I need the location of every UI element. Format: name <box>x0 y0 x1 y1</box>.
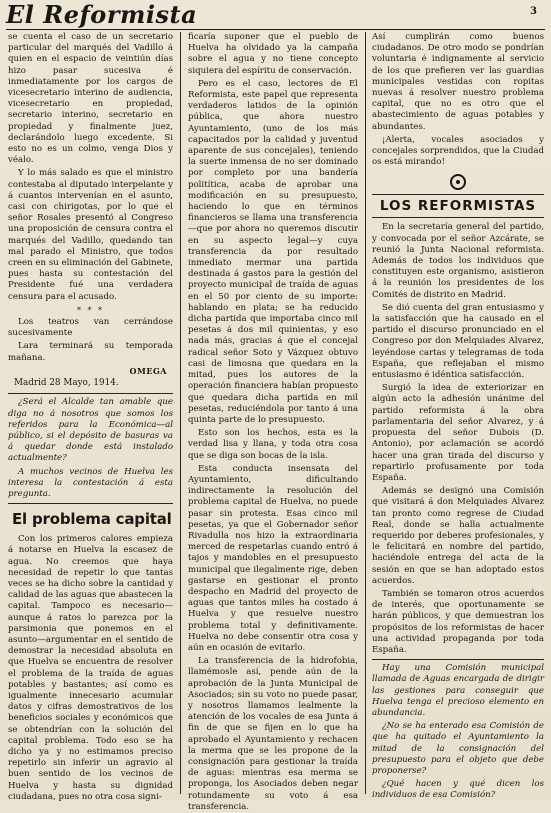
section-stars: * * * <box>76 305 105 315</box>
column-2 <box>188 32 358 812</box>
article-heading: LOS REFORMISTAS <box>372 194 544 218</box>
author-signature: OMEGA <box>129 365 167 376</box>
article-paragraph: Se dió cuenta del gran entusiasmo y la satisfacción que ha causado en el partido el discurso pronunciado en el Congreso por don Melquiades Alvarez, leyéndose cartas y telegramas de toda España, que reflejaban el mismo entusiasmo é idéntica satisfacción. <box>372 302 544 381</box>
question-paragraph: ¿No se ha enterado esa Comisión de que ha quitado el Ayuntamiento la mitad de la consignación del presupuesto para el objeto que debe proponerse? <box>372 721 544 776</box>
article-paragraph: Esto son los hechos, esta es la verdad lisa y llana, y toda otra cosa que se diga son bocas de la isla. <box>188 428 358 461</box>
column-1 <box>8 32 173 800</box>
article-paragraph: Y lo más salado es que el ministro contestaba al diputado interpelante y á cuantos intervenían en el asunto, casi con chirigotas, por lo que el señor Rosales presentó al Congreso una proposición de censura contra el marqués del Vadillo, quedando tan mal parado el Ministro, que todos creen en su eliminación del Gabinete, pues hasta su contestación del Presidente fué una verdadera censura para el acusado. <box>8 168 173 302</box>
article-heading: El problema capital <box>12 510 172 529</box>
question-paragraph: A muchos vecinos de Huelva les interesa la contestación á esta pregunta. <box>8 466 173 499</box>
article-paragraph: La transferencia de la hidrofobia, llamémosle así, pende aún de la aprobación de la Junta Municipal de Asociados; sin su voto no puede pasar, y nosotros llamamos lealmente la atención de los vocales de esa Junta á fin de que se fijen en lo que ha aprobado el Ayuntamiento y rechacen la merma que se les propone de la consignación para gestionar la traída de aguas: mientras esa merma se proponga, los Asociados deben negar rotundamente su voto á esa transferencia. <box>188 656 358 812</box>
column-3 <box>372 32 544 800</box>
header-rule <box>6 29 545 30</box>
article-paragraph: ficaría suponer que el pueblo de Huelva ha olvidado ya la campaña sobre el agua y no tiene concepto siquiera del espíritu de conservación. <box>188 32 358 76</box>
masthead <box>6 2 197 28</box>
article-paragraph: Lara terminará su temporada mañana. <box>8 341 173 363</box>
ornament-icon <box>450 174 466 190</box>
article-paragraph: Así cumplirán como buenos ciudadanos. De otro modo se pondrían voluntaria é indignamente al servicio de los que prefieren ver las guardias municipales vestidas con ropitas nuevas á resolver nuestro problema capital, que no es otro que el abastecimiento de aguas potables y abundantes. <box>372 32 544 132</box>
divider <box>8 503 173 504</box>
article-paragraph: Los teatros van cerrándose sucesivamente <box>8 317 173 339</box>
article-paragraph: se cuenta el caso de un secretario particular del marqués del Vadillo á quien en el espacio de veintiún días hizo pasar sucesiva é inmediatamente por los cargos de vicesecretario interino de audiencia, vicesecretario en propiedad, secretario interino, secretario en propiedad y finalmente juez, declarándolo luego excedente. Si esto no es un colmo, venga Dios y véalo. <box>8 32 173 166</box>
page-number: 3 <box>530 6 537 17</box>
article-paragraph: Pero es el caso, lectores de El Reformista, este papel que representa verdaderos latidos de la opinión pública, que ahora nuestro Ayuntamiento, (uno de los más capacitados por la calidad y juventud aparente de sus concejales), teniendo la suerte inmensa de no ser dominado por completo por una bandería politítica, acaba de aprobar una modificación en su presupuesto, haciendo lo que en términos financieros se llama una transferencia—que por ahora no queremos discutir en su aspecto legal—y cuya transferencia da por resultado inmediato mermar una partida destinada á gastos para la gestión del proyecto municipal de traída de aguas en el 50 por ciento de su importe: hablando en plata; se ha reducido dicha partida que importaba cinco mil pesetas á dos mil quinientas, y eso nada más, gracias á que el concejal radical señor Soto y Vázquez obtuvo casi de limosna que quedara en la mitad, pues los autores de la operación financiera habían propuesto que quedara dicha partida en mil pesetas, reduciéndola por tanto á una quinta parte de lo presupuesto. <box>188 78 358 425</box>
article-paragraph: ¡Alerta, vocales asociados y concejales sorprendidos, que la Ciudad os está mirando! <box>372 134 544 168</box>
column-divider-2 <box>365 32 366 794</box>
article-paragraph: También se tomaron otros acuerdos de interés, que oportunamente se harán públicos, y que demuestran los propósitos de los reformistas de hacer una actividad propaganda por toda España. <box>372 588 544 655</box>
masthead-logo: El Reformista <box>6 0 198 29</box>
dateline: Madrid 28 Mayo, 1914. <box>14 378 119 389</box>
column-divider-1 <box>180 32 181 794</box>
divider <box>372 659 544 660</box>
article-paragraph: Esta conducta insensata del Ayuntamiento, dificultando indirectamente la resolución del problema capital de Huelva, no puede pasar sin protesta. Esas cinco mil pesetas, ya que el Gobernador señor Rivadulla nos hizo la extraordinaria merced de respetarlas cuando entró á tajos y mandobles en el presupuesto municipal que ilegalmente rige, deben gastarse en gestionar el pronto despacho en Madrid del proyecto de aguas que tantos miles ha costado á Huelva y que resuelve nuestro problema total y definitivamente. Huelva no debe consentir otra cosa y aún en ocasión de evitarlo. <box>188 463 358 653</box>
question-paragraph: Hay una Comisión municipal llamada de Aguas encargada de dirigir las gestiones para conseguir que Huelva tenga el precioso elemento en abundancia. <box>372 663 544 718</box>
article-paragraph: Con los primeros calores empieza á notarse en Huelva la escasez de agua. No creemos que haya necesidad de repetir lo que tantas veces se ha dicho sobre la cantidad y calidad de las aguas que abastecen la capital. Tampoco es necesario—aunque á ratos lo parezca por la parsimonia que ponemos en el asunto—argumentar en el sentido de demostrar la necesidad absoluta en que Huelva se encuentra de resolver el problema de la traída de aguas potables y bastantes; así como es igualmente innecesario acumular datos y cifras demostrativos de los beneficios sociales y económicos que se obtendrían con la solución del capital problema. Todo eso se ha dicho ya y no estimamos preciso repetirlo sin inferir un agravio al buen sentido de los vecinos de Huelva y hasta su dignidad ciudadana, pues no otra cosa signi- <box>8 534 173 802</box>
divider <box>8 393 173 394</box>
article-paragraph: Surgió la idea de exteriorizar en algún acto la adhesión unánime del partido reformista á la obra parlamentaria del señor Alvarez, y á propuesta del señor Dubois (D. Antonio), por aclamación se acordó hacer una gran tirada del discurso y repartirlo profusamente por toda España. <box>372 383 544 483</box>
question-paragraph: ¿Será el Alcalde tan amable que diga no á nosotros que somos los referidos para la Económica—al público, si el depósito de basuras va á quedar donde está instalado actualmente? <box>8 397 173 464</box>
article-paragraph: En la secretaría general del partido, y convocada por el señor Azcárate, se reunió la Junta Nacional reformista. Además de todos los individuos que constituyen este organismo, asistieron á la reunión los presidentes de los Comités de distrito en Madrid. <box>372 222 544 300</box>
question-paragraph: ¿Qué hacen y qué dicen los individuos de esa Comisión? <box>372 779 544 801</box>
article-paragraph: Además se designó una Comisión que visitará á don Melquiades Alvarez tan pronto como regrese de Ciudad Real, donde se halla actualmente requerido por deberes profesionales, y le felicitará en nombre del partido, haciéndole entrega del acta de la sesión en que se han adoptado estos acuerdos. <box>372 486 544 586</box>
